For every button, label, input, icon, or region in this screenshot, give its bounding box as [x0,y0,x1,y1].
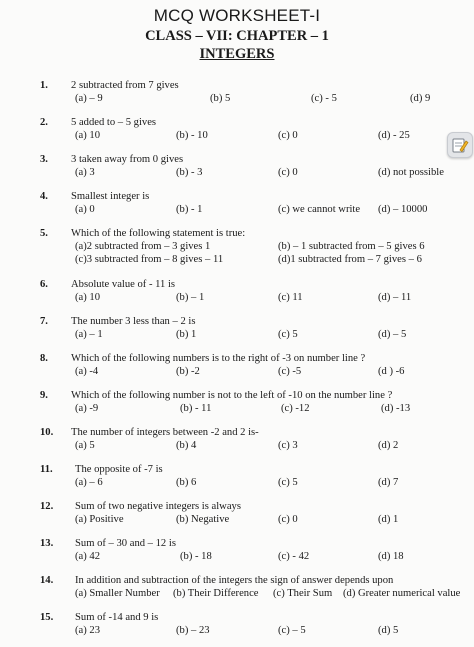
question-text: Which of the following statement is true: [71,228,246,239]
option-d[interactable]: (d)1 subtracted from – 7 gives – 6 [278,254,422,265]
question-number: 10. [40,427,54,438]
question-number: 9. [40,390,48,401]
option-a[interactable]: (a) 23 [75,625,100,636]
question-text: Which of the following numbers is to the right of -3 on number line ? [71,353,366,364]
option-a[interactable]: (a)2 subtracted from – 3 gives 1 [75,241,211,252]
option-b[interactable]: (b) -2 [176,366,200,377]
question-number: 11. [40,464,53,475]
option-a[interactable]: (a) Positive [75,514,124,525]
question-number: 6. [40,279,48,290]
option-b[interactable]: (b) Negative [176,514,230,525]
question-text: Smallest integer is [71,191,150,202]
option-c[interactable]: (c) 0 [278,130,298,141]
option-d[interactable]: (d) Greater numerical value [343,588,461,599]
option-a[interactable]: (a) 10 [75,292,100,303]
question-number: 14. [40,575,54,586]
option-c[interactable]: (c) - 5 [311,93,337,104]
option-a[interactable]: (a) 3 [75,167,95,178]
question-number: 4. [40,191,48,202]
option-d[interactable]: (d) 7 [378,477,399,488]
option-b[interactable]: (b) - 18 [180,551,212,562]
option-c[interactable]: (c) 5 [278,329,298,340]
option-a[interactable]: (a) 5 [75,440,95,451]
option-d[interactable]: (d) - 25 [378,130,410,141]
question-text: 5 added to – 5 gives [71,117,157,128]
option-b[interactable]: (b) – 23 [176,625,210,636]
class-chapter-line: CLASS – VII: CHAPTER – 1 [145,28,329,44]
option-d[interactable]: (d) – 11 [378,292,412,303]
question-number: 15. [40,612,54,623]
option-a[interactable]: (a) 0 [75,204,95,215]
worksheet-title: MCQ WORKSHEET-I [153,6,321,25]
option-b[interactable]: (b) - 10 [176,130,208,141]
option-c[interactable]: (c) Their Sum [273,588,333,599]
option-a[interactable]: (a) – 6 [75,477,103,488]
question-text: The opposite of -7 is [75,464,163,475]
option-c[interactable]: (c) we cannot write [278,204,361,215]
option-c[interactable]: (c)3 subtracted from – 8 gives – 11 [75,254,224,265]
option-d[interactable]: (d) 9 [410,93,431,104]
question-number: 8. [40,353,48,364]
option-c[interactable]: (c) 5 [278,477,298,488]
option-a[interactable]: (a) 42 [75,551,100,562]
option-c[interactable]: (c) 0 [278,167,298,178]
question-text: The number of integers between -2 and 2 is- [71,427,259,438]
option-a[interactable]: (a) Smaller Number [75,588,160,599]
option-c[interactable]: (c) – 5 [278,625,306,636]
option-d[interactable]: (d) – 10000 [378,204,428,215]
question-text: Which of the following number is not to the left of -10 on the number line ? [71,390,393,401]
option-a[interactable]: (a) -9 [75,403,99,414]
option-b[interactable]: (b) Their Difference [173,588,259,599]
option-b[interactable]: (b) 5 [210,93,231,104]
option-b[interactable]: (b) 6 [176,477,197,488]
question-text: 3 taken away from 0 gives [71,154,184,165]
question-text: Absolute value of - 11 is [71,279,176,290]
question-text: Sum of -14 and 9 is [75,612,159,623]
option-c[interactable]: (c) 11 [278,292,303,303]
option-d[interactable]: (d) – 5 [378,329,407,340]
option-d[interactable]: (d ) -6 [378,366,405,377]
option-b[interactable]: (b) - 11 [180,403,212,414]
option-c[interactable]: (c) -12 [281,403,310,414]
option-a[interactable]: (a) – 1 [75,329,103,340]
question-number: 5. [40,228,48,239]
option-b[interactable]: (b) 4 [176,440,197,451]
option-d[interactable]: (d) not possible [378,167,444,178]
question-number: 1. [40,80,48,91]
question-number: 3. [40,154,48,165]
option-a[interactable]: (a) -4 [75,366,99,377]
chapter-title: INTEGERS [199,46,275,62]
option-c[interactable]: (c) -5 [278,366,302,377]
option-b[interactable]: (b) – 1 [176,292,205,303]
option-b[interactable]: (b) – 1 subtracted from – 5 gives 6 [278,241,425,252]
option-c[interactable]: (c) - 42 [278,551,310,562]
option-a[interactable]: (a) – 9 [75,93,103,104]
option-d[interactable]: (d) 5 [378,625,399,636]
option-d[interactable]: (d) 18 [378,551,404,562]
option-a[interactable]: (a) 10 [75,130,100,141]
question-text: Sum of – 30 and – 12 is [75,538,176,549]
question-text: 2 subtracted from 7 gives [71,80,179,91]
option-c[interactable]: (c) 0 [278,514,298,525]
question-text: Sum of two negative integers is always [75,501,241,512]
option-d[interactable]: (d) -13 [381,403,411,414]
option-b[interactable]: (b) - 3 [176,167,203,178]
option-b[interactable]: (b) - 1 [176,204,203,215]
question-number: 12. [40,501,54,512]
option-c[interactable]: (c) 3 [278,440,298,451]
option-d[interactable]: (d) 2 [378,440,399,451]
option-b[interactable]: (b) 1 [176,329,197,340]
question-number: 7. [40,316,48,327]
question-number: 2. [40,117,48,128]
question-text: The number 3 less than – 2 is [71,316,196,327]
question-text: In addition and subtraction of the integers the sign of answer depends upon [75,575,394,586]
question-number: 13. [40,538,54,549]
option-d[interactable]: (d) 1 [378,514,399,525]
